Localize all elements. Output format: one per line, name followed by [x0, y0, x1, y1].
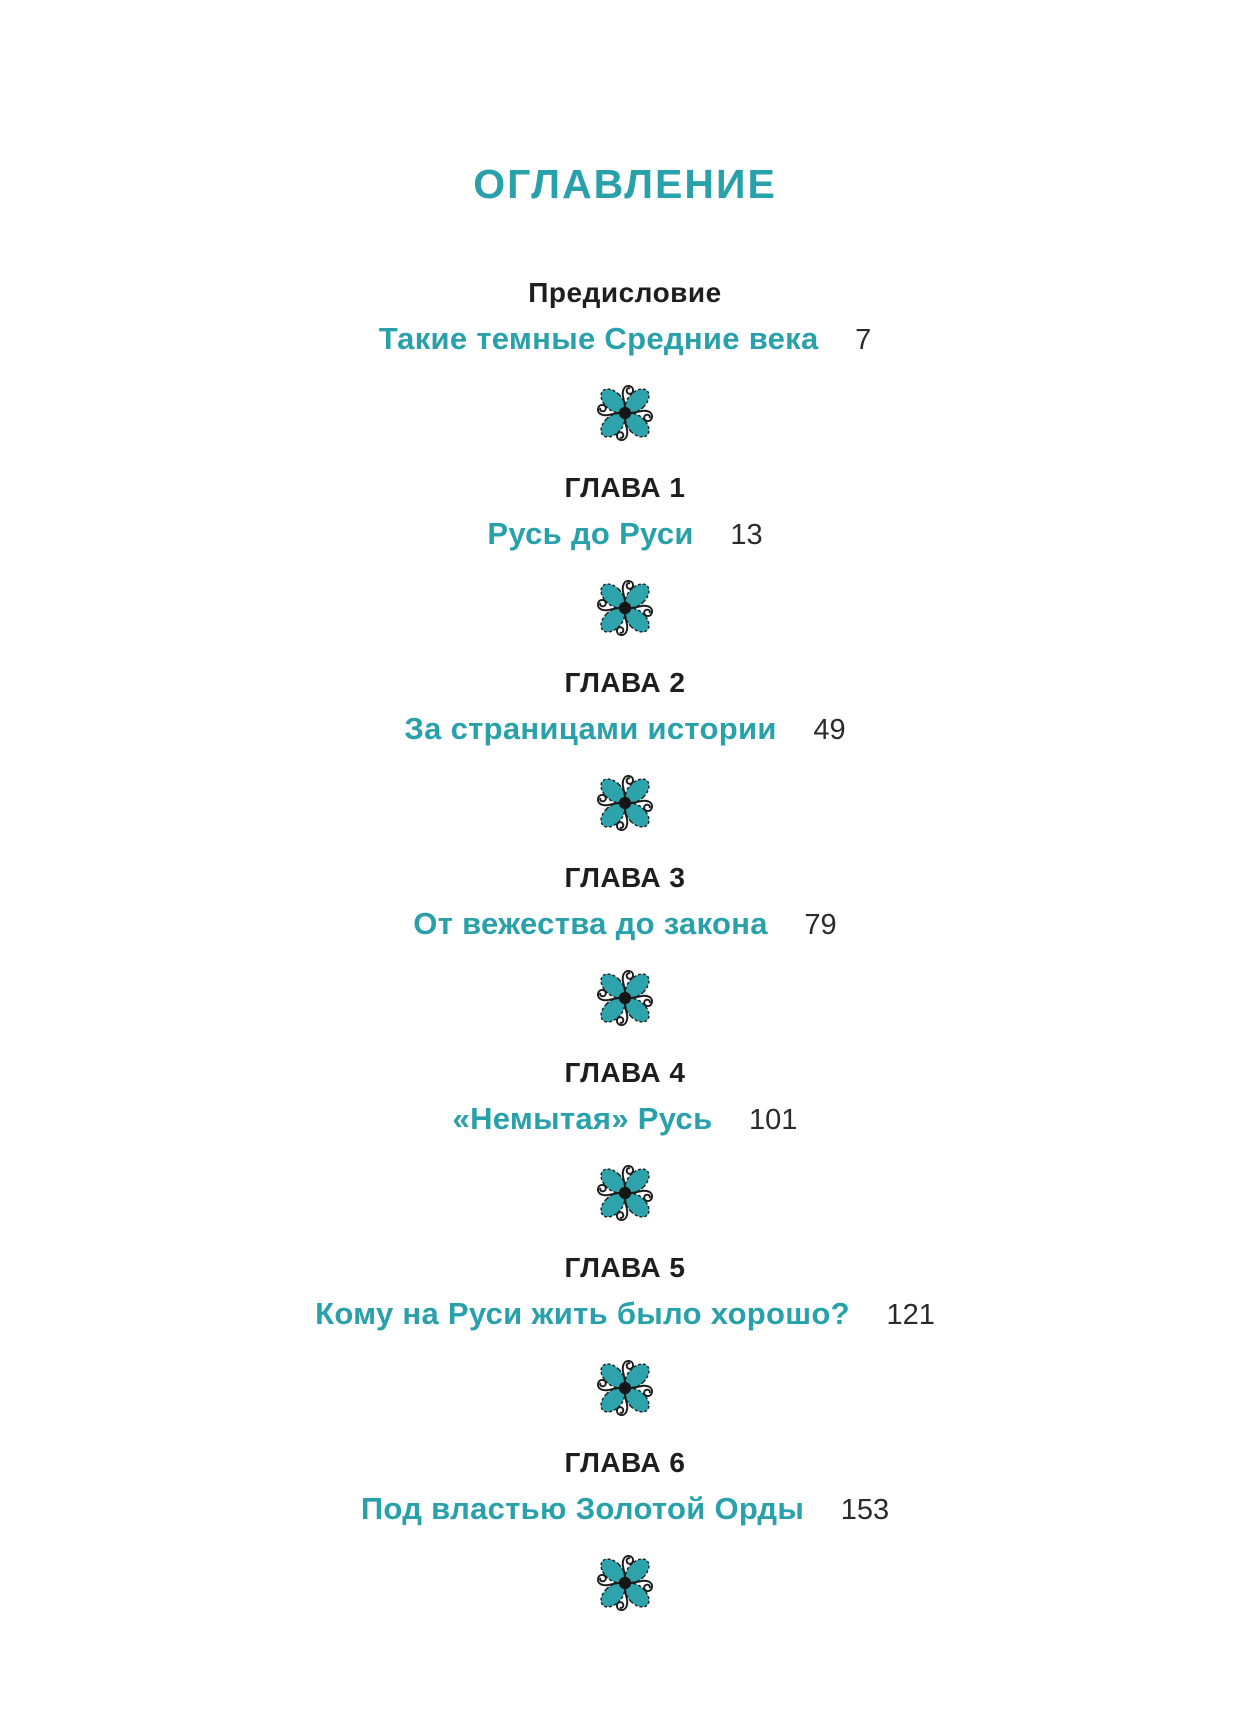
chapter-title[interactable]: Русь до Руси — [487, 516, 694, 552]
toc-entry-chapter-1 — [0, 472, 1250, 645]
toc-link-preface[interactable] — [0, 321, 1250, 358]
page-number: 153 — [840, 1494, 890, 1527]
toc-link-chapter-6[interactable] — [0, 1491, 1250, 1528]
chapter-heading: ГЛАВА 4 — [564, 1057, 686, 1089]
page-number: 79 — [804, 909, 837, 942]
page-title: ОГЛАВЛЕНИЕ — [473, 161, 777, 207]
toc-entry-preface — [0, 277, 1250, 450]
page-number: 13 — [730, 519, 763, 552]
chapter-title[interactable]: За страницами истории — [404, 711, 777, 747]
flower-ornament-icon — [0, 1156, 1250, 1230]
flower-ornament-icon — [0, 571, 1250, 645]
chapter-title[interactable]: Под властью Золотой Орды — [360, 1491, 805, 1527]
page-number: 7 — [855, 324, 872, 357]
flower-ornament-icon — [0, 1546, 1250, 1620]
chapter-title[interactable]: Такие темные Средние века — [378, 321, 819, 357]
chapter-title[interactable]: «Немытая» Русь — [452, 1101, 713, 1137]
chapter-heading: ГЛАВА 3 — [564, 862, 686, 894]
page-number: 101 — [749, 1104, 798, 1137]
flower-ornament-icon — [0, 1351, 1250, 1425]
toc-entry-chapter-4 — [0, 1057, 1250, 1230]
page-number: 49 — [813, 714, 846, 747]
toc-link-chapter-2[interactable] — [0, 711, 1250, 748]
chapter-heading: Предисловие — [528, 277, 722, 309]
toc-entry-chapter-5 — [0, 1252, 1250, 1425]
toc-link-chapter-1[interactable] — [0, 516, 1250, 553]
chapter-heading: ГЛАВА 2 — [564, 667, 686, 699]
toc-link-chapter-3[interactable] — [0, 906, 1250, 943]
flower-ornament-icon — [0, 376, 1250, 450]
toc-link-chapter-5[interactable] — [0, 1296, 1250, 1333]
flower-ornament-icon — [0, 766, 1250, 840]
chapter-heading: ГЛАВА 6 — [564, 1447, 686, 1479]
chapter-heading: ГЛАВА 5 — [564, 1252, 686, 1284]
toc-entry-chapter-6 — [0, 1447, 1250, 1620]
toc-entry-chapter-3 — [0, 862, 1250, 1035]
flower-ornament-icon — [0, 961, 1250, 1035]
toc-link-chapter-4[interactable] — [0, 1101, 1250, 1138]
page-number: 121 — [886, 1299, 935, 1332]
chapter-heading: ГЛАВА 1 — [564, 472, 686, 504]
toc-entry-chapter-2 — [0, 667, 1250, 840]
toc-list — [0, 277, 1250, 1620]
chapter-title[interactable]: От вежества до закона — [413, 906, 768, 942]
chapter-title[interactable]: Кому на Руси жить было хорошо? — [315, 1296, 850, 1332]
